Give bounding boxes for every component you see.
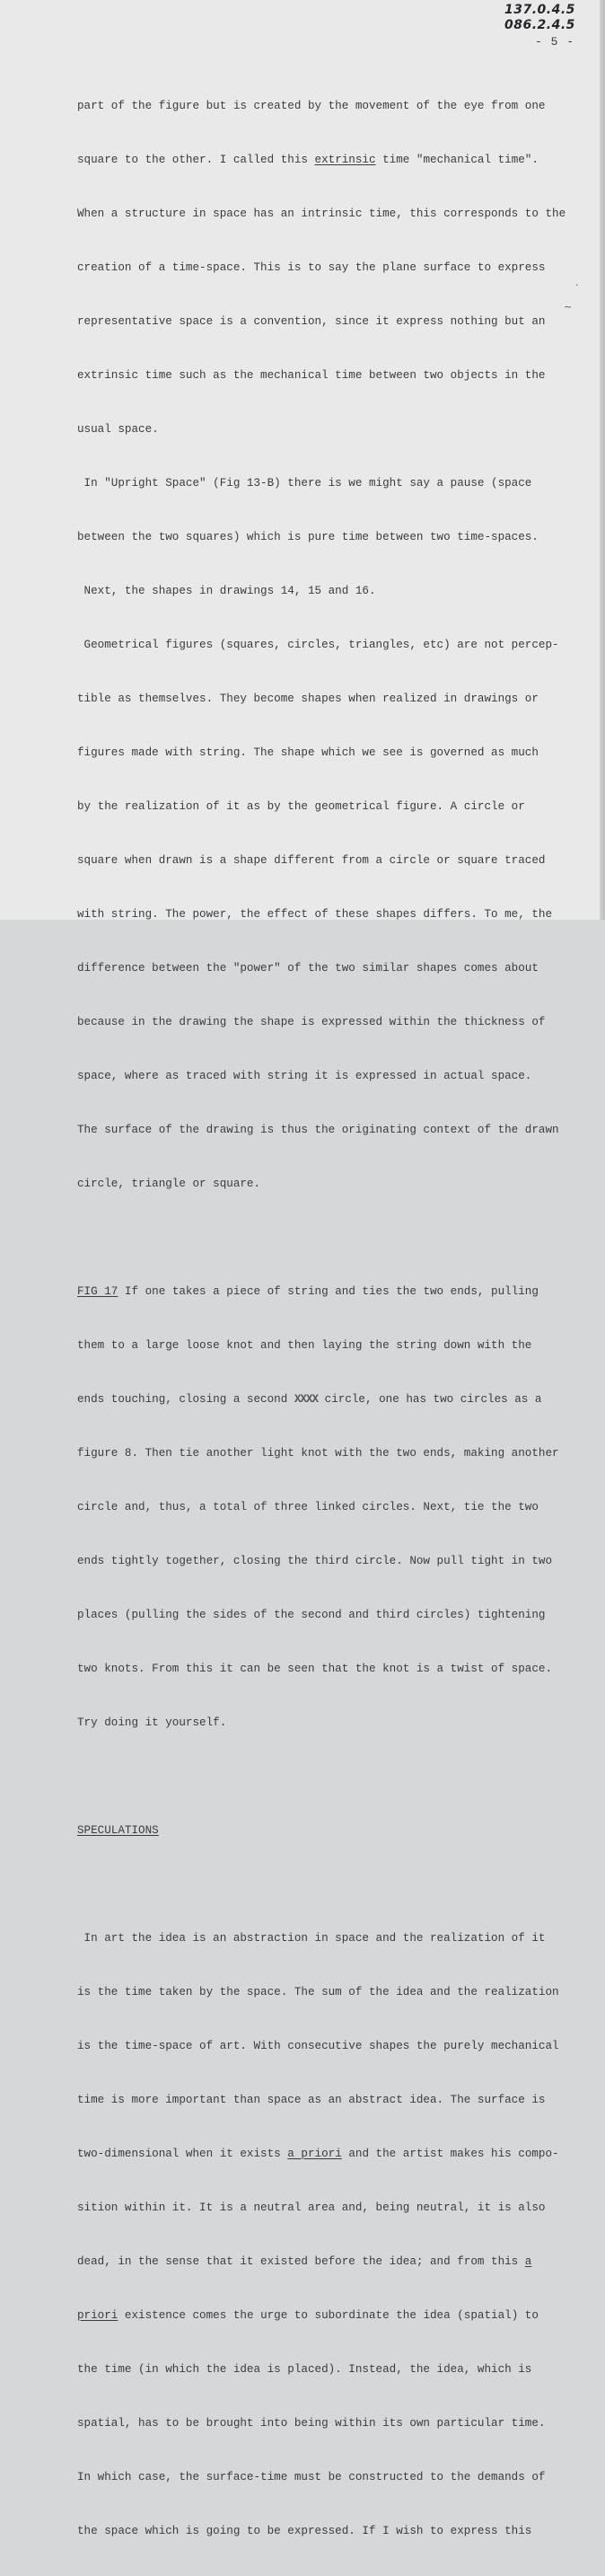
underlined-term: extrinsic xyxy=(314,154,376,166)
text-line: Geometrical figures (squares, circles, triangles, etc) are not percep- xyxy=(77,639,559,651)
underlined-term: a priori xyxy=(287,2148,342,2160)
paragraph-gap xyxy=(77,1768,594,1786)
text-line: The surface of the drawing is thus the originating context of the drawn xyxy=(77,1124,559,1136)
speculations-heading: SPECULATIONS xyxy=(77,1824,159,1837)
text-line: two-dimensional when it exists a priori and the artist makes his compo- xyxy=(77,2148,559,2160)
text-line: Next, the shapes in drawings 14, 15 and 16. xyxy=(77,585,376,597)
figure-label: FIG 17 xyxy=(77,1285,118,1298)
text-line: When a structure in space has an intrinsic time, this corresponds to the xyxy=(77,207,566,220)
text-line: dead, in the sense that it existed before the idea; and from this a xyxy=(77,2255,532,2268)
text-line: because in the drawing the shape is expressed within the thickness of xyxy=(77,1016,546,1028)
ink-dot-mark: · xyxy=(575,279,579,291)
struck-out-text: XXXX xyxy=(294,1393,319,1406)
text-line: is the time-space of art. With consecutive shapes the purely mechanical xyxy=(77,2040,559,2052)
text-line: time is more important than space as an abstract idea. The surface is xyxy=(77,2094,546,2106)
text-line: square when drawn is a shape different from a circle or square traced xyxy=(77,854,546,867)
text-line: Try doing it yourself. xyxy=(77,1716,227,1729)
underlined-term: priori xyxy=(77,2309,118,2322)
text-line: In which case, the surface-time must be constructed to the demands of xyxy=(77,2471,546,2483)
text-line: the time (in which the idea is placed). Instead, the idea, which is xyxy=(77,2363,532,2376)
paragraph-gap xyxy=(77,1875,594,1893)
text-line: difference between the "power" of the two similar shapes comes about xyxy=(77,962,539,975)
section-heading xyxy=(77,1822,594,1839)
text-line: ends touching, closing a second XXXX circle, one has two circles as a xyxy=(77,1393,542,1406)
text-line: the space which is going to be expressed. If I wish to express this xyxy=(77,2525,532,2537)
text-line: sition within it. It is a neutral area and, being neutral, it is also xyxy=(77,2201,546,2214)
body-text xyxy=(77,61,594,2576)
text-line: FIG 17 If one takes a piece of string and ties the two ends, pulling xyxy=(77,1285,539,1298)
text-line: usual space. xyxy=(77,423,159,436)
text-line: part of the figure but is created by the movement of the eye from one xyxy=(77,100,546,112)
text-line: is the time taken by the space. The sum of the idea and the realization xyxy=(77,1986,559,1998)
text-line: representative space is a convention, since it express nothing but an xyxy=(77,315,546,328)
text-line: circle, triangle or square. xyxy=(77,1178,261,1190)
text-line: between the two squares) which is pure time between two time-spaces. xyxy=(77,531,539,543)
text-line: figures made with string. The shape which we see is governed as much xyxy=(77,746,539,759)
ink-scribble-mark: ~ xyxy=(564,301,573,313)
text-line: In art the idea is an abstraction in space and the realization of it xyxy=(77,1932,546,1945)
text-line: extrinsic time such as the mechanical time between two objects in the xyxy=(77,369,546,382)
paragraph-gap xyxy=(77,1229,594,1247)
text-line: space, where as traced with string it is expressed in actual space. xyxy=(77,1070,532,1082)
text-line: places (pulling the sides of the second and third circles) tightening xyxy=(77,1609,546,1621)
text-line: creation of a time-space. This is to say the plane surface to express xyxy=(77,261,546,274)
page-edge xyxy=(600,0,605,920)
underlined-term: a xyxy=(524,2255,532,2268)
text-line: two knots. From this it can be seen that the knot is a twist of space. xyxy=(77,1663,553,1675)
text-line: square to the other. I called this extrinsic time "mechanical time". xyxy=(77,154,539,166)
text-line: them to a large loose knot and then laying the string down with the xyxy=(77,1339,532,1352)
archive-reference-1: 137.0.4.5 xyxy=(504,3,575,17)
page-number: - 5 - xyxy=(535,35,575,49)
text-line: by the realization of it as by the geometrical figure. A circle or xyxy=(77,800,525,813)
text-line: ends tightly together, closing the third circle. Now pull tight in two xyxy=(77,1555,553,1567)
text-line: In "Upright Space" (Fig 13-B) there is we might say a pause (space xyxy=(77,477,532,490)
text-line: circle and, thus, a total of three linked circles. Next, tie the two xyxy=(77,1501,539,1513)
archive-reference-2: 086.2.4.5 xyxy=(504,18,575,32)
text-line: with string. The power, the effect of these shapes differs. To me, the xyxy=(77,908,553,921)
text-line: spatial, has to be brought into being within its own particular time. xyxy=(77,2417,546,2430)
text-line: figure 8. Then tie another light knot with the two ends, making another xyxy=(77,1447,559,1460)
text-line: priori existence comes the urge to subordinate the idea (spatial) to xyxy=(77,2309,539,2322)
text-line: tible as themselves. They become shapes when realized in drawings or xyxy=(77,693,539,705)
